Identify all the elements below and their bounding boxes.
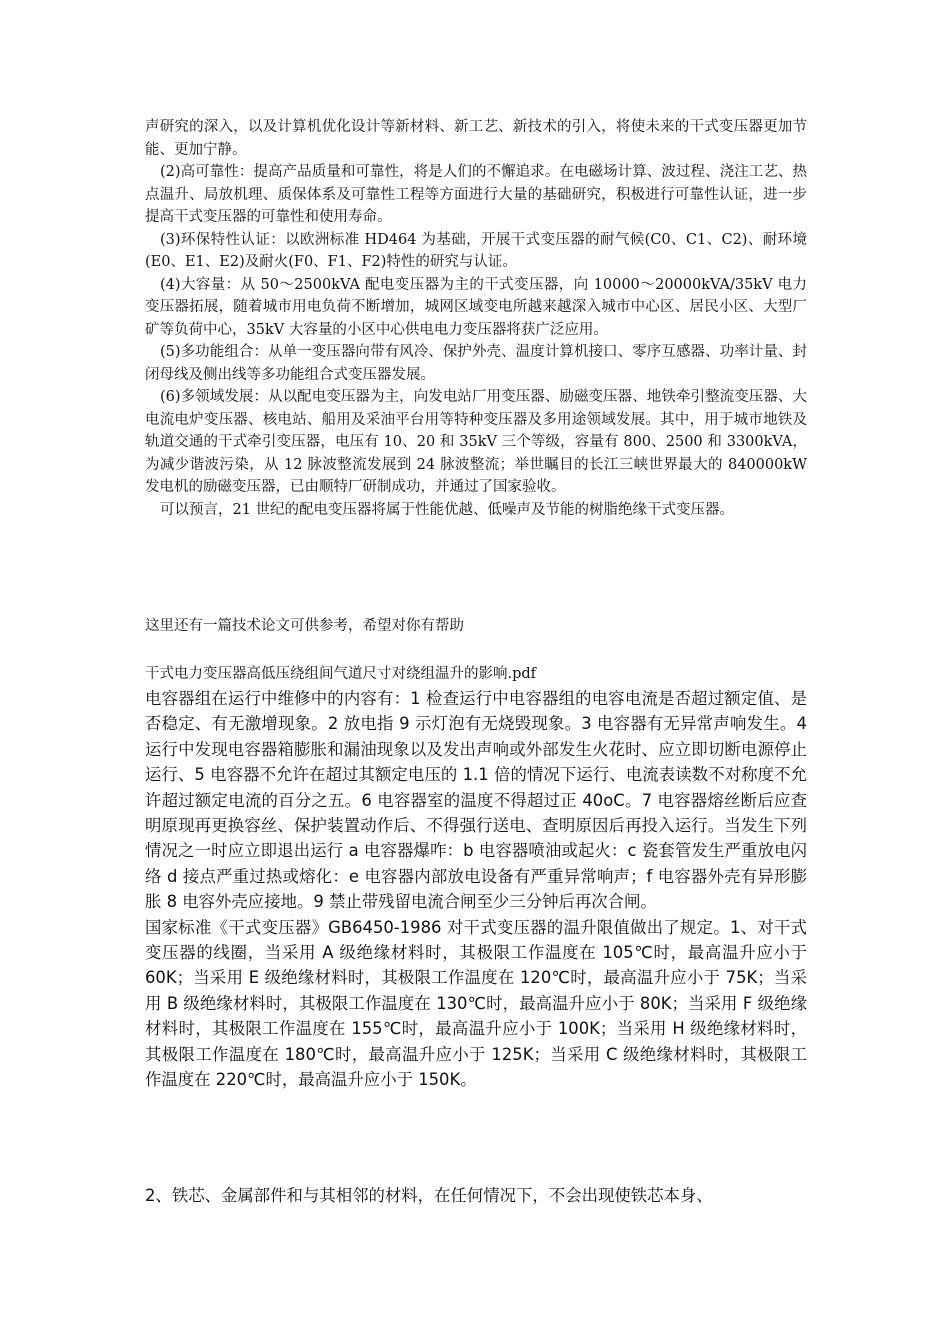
capacitor-and-standard-section	[145, 686, 807, 1093]
transformer-trends-section	[145, 116, 807, 521]
paragraph: (2)高可靠性：提高产品质量和可靠性，将是人们的不懈追求。在电磁场计算、波过程、浇注工艺、热点温升、局放机理、质保体系及可靠性工程等方面进行大量的基础研究，积极进行可靠性认证，进一步提高干式变压器的可靠性和使用寿命。	[145, 164, 807, 225]
paragraph: 电容器组在运行中维修中的内容有：1 检查运行中电容器组的电容电流是否超过额定值、是否稳定、有无激增现象。2 放电指 9 示灯泡有无烧毁现象。3 电容器有无异常声响发生。4 运行中发现电容器箱膨胀和漏油现象以及发出声响或外部发生火花时、应立即切断电源停止运行、5 电容器不允许在超过其额定电压的 1.1 倍的情况下运行、电流表读数不对称度不允许超过额定电流的百分之五。6 电容器室的温度不得超过正 40oC。7 电容器熔丝断后应查明原现再更换容丝、保护装置动作后、不得强行送电、查明原因后再投入运行。当发生下列情况之一时应立即退出运行 a 电容器爆咋：b 电容器喷油或起火：c 瓷套管发生严重放电闪络 d 接点严重过热或熔化：e 电容器内部放电设备有严重异常响声；f 电容器外壳有异形膨胀 8 电容外壳应接地。9 禁止带残留电流合闸至少三分钟后再次合闸。	[145, 689, 807, 912]
paragraph: (5)多功能组合：从单一变压器向带有风冷、保护外壳、温度计算机接口、零序互感器、功率计量、封闭母线及侧出线等多功能组合式变压器发展。	[145, 344, 807, 383]
paragraph: 声研究的深入，以及计算机优化设计等新材料、新工艺、新技术的引入，将使未来的干式变压器更加节能、更加宁静。	[145, 119, 807, 158]
paragraph: (4)大容量：从 50～2500kVA 配电变压器为主的干式变压器，向 10000～20000kVA/35kV 电力变压器拓展，随着城市用电负荷不断增加，城网区域变电所越来越深入城市中心区、居民小区、大型厂矿等负荷中心，35kV 大容量的小区中心供电电力变压器将获广泛应用。	[145, 276, 807, 338]
paragraph: (3)环保特性认证：以欧洲标准 HD464 为基础，开展干式变压器的耐气候(C0、C1、C2)、耐环境(E0、E1、E2)及耐火(F0、F1、F2)特性的研究与认证。	[145, 231, 807, 270]
reference-note: 这里还有一篇技术论文可供参考，希望对你有帮助	[145, 618, 464, 634]
paragraph: (6)多领域发展：从以配电变压器为主，向发电站厂用变压器、励磁变压器、地铁牵引整流变压器、大电流电炉变压器、核电站、船用及采油平台用等特种变压器及多用途领域发展。其中，用于城市地铁及轨道交通的干式牵引变压器，电压有 10、20 和 35kV 三个等级，容量有 800、2500 和 3300kVA，为减少谐波污染，从 12 脉波整流发展到 24 脉波整流；举世瞩目的长江三峡世界最大的 840000kW 发电机的励磁变压器，已由顺特厂研制成功，并通过了国家验收。	[145, 389, 807, 495]
paragraph: 可以预言，21 世纪的配电变压器将属于性能优越、低噪声及节能的树脂绝缘干式变压器。	[160, 501, 735, 518]
paragraph-last-line: 2、铁芯、金属部件和与其相邻的材料，在任何情况下，不会出现使铁芯本身、	[145, 1186, 713, 1205]
paragraph: 国家标准《干式变压器》GB6450-1986 对干式变压器的温升限值做出了规定。1、对干式变压器的线圈，当采用 A 级绝缘材料时，其极限工作温度在 105℃时，最高温升应小于 60K；当采用 E 级绝缘材料时，其极限工作温度在 120℃时，最高温升应小于 75K；当采用 B 级绝缘材料时，其极限工作温度在 130℃时，最高温升应小于 80K；当采用 F 级绝缘材料时，其极限工作温度在 155℃时，最高温升应小于 100K；当采用 H 级绝缘材料时，其极限工作温度在 180℃时，最高温升应小于 125K；当采用 C 级绝缘材料时，其极限工作温度在 220℃时，最高温升应小于 150K。	[145, 917, 807, 1090]
paper-filename-link[interactable]: 干式电力变压器高低压绕组间气道尺寸对绕组温升的影响.pdf	[145, 666, 537, 682]
